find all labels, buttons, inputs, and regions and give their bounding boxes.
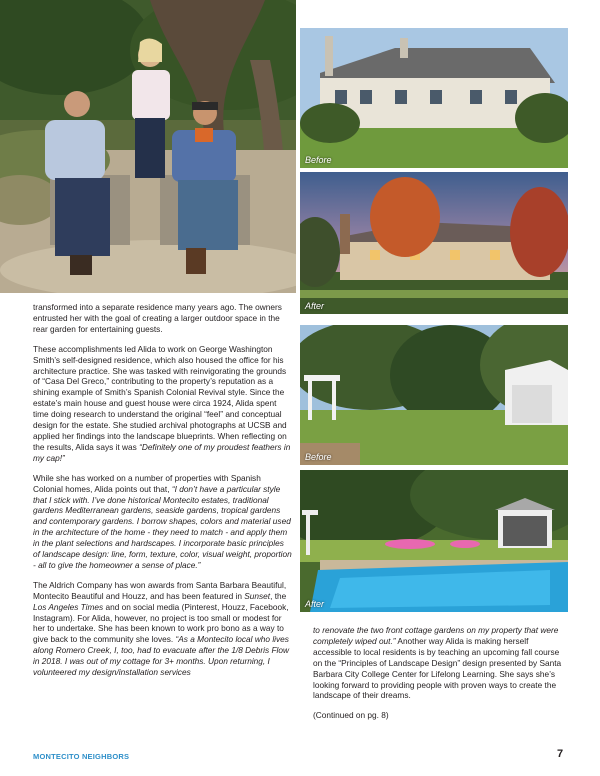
quote: “As a Montecito local who lives along Romero Creek, I, too, had to evacuate after the 1/8 Debris Flow in 2018. I was out of my cottage for 3+ months. Upon returning, I volunteered my design/installation services	[33, 634, 289, 678]
continued-note: (Continued on pg. 8)	[313, 710, 389, 721]
garden-before-photo	[300, 325, 568, 465]
paragraph: The Aldrich Company has won awards from Santa Barbara Beautiful, Montecito Beautiful and Houzz, and has been featured in Sunset, the Los Angeles Times and on social media (Pinterest, Houzz, Facebook, Instagram). For Alida, however, no project is too small or modest for her to undertake. She has been known to work pro bono as a way to give back to the community she loves. “As a Montecito local who lives along Romero Creek, I, too, had to evacuate after the 1/8 Debris Flow in 2018. I was out of my cottage for 3+ months. Upon returning, I volunteered my design/installation services	[33, 579, 289, 678]
house-after-photo	[300, 172, 568, 314]
portrait-photo	[0, 0, 296, 293]
paragraph: These accomplishments led Alida to work on George Washington Smith’s self-designed residence, which also housed the office for his architecture practice. She was tasked with reinvigorating the grounds of “Casa Del Greco,” contributing to the property’s reputation as a shining example of Smith’s Spanish Colonial Revival style. Since the estate’s main house and guest house were circa 1924, Alida spent time doing research to understand the original “feel” and conceptual design for the estate. She studied archival photographs at UCSB and applied her findings into the landscape blueprints. When reflecting on the results, Alida says it was “Definitely one of my proudest feathers in my cap!”	[33, 343, 291, 463]
paragraph: While she has worked on a number of properties with Spanish Colonial homes, Alida points out that, “I don’t have a particular style that I stick with. I’ve done historical Montecito estates, traditional gardens Mediterranean gardens, seaside gardens, tropical gardens and contemporary gardens. I borrow shapes, colors and material used in the architecture of the home - they need to match - and apply them in the plant selections and hardscapes. I incorporate basic principles of landscape design: line, form, texture, color, visual weight, proportion - all to give the homeowner a sense of place.”	[33, 472, 292, 570]
quote: “I don’t have a particular style that I stick with. I’ve done historical Montecito estates, traditional gardens Mediterranean gardens, seaside gardens, tropical gardens and contemporary gardens. I borrow shapes, colors and material used in the architecture of the home - they need to match - and apply them in the plant selections and hardscapes. I incorporate basic principles of landscape design: line, form, texture, color, visual weight, proportion - all to give the homeowner a sense of place.”	[33, 483, 292, 570]
caption-before: Before	[305, 452, 332, 462]
caption-after: After	[305, 301, 325, 311]
left-column	[33, 302, 292, 687]
quote: “Definitely one of my proudest feathers in my cap!”	[33, 441, 291, 463]
paragraph: transformed into a separate residence many years ago. The owners entrusted her with the goal of creating a larger outdoor space in the rear garden for entertaining guests.	[33, 302, 282, 334]
pool-after-photo	[300, 470, 568, 612]
quote: to renovate the two front cottage gardens on my property that were completely wiped out.”	[313, 625, 559, 646]
house-before-photo	[300, 28, 568, 168]
paragraph: to renovate the two front cottage gardens on my property that were completely wiped out.” Another way Alida is making herself accessible to local residents is by teaching an upcoming fall course on the “Principles of Landscape Design” design presented by Santa Barbara City College Center for Lifelong Learning. She says she’s looking forward to providing people with proven ways to create the landscape of their dreams.	[313, 625, 562, 701]
right-column	[313, 625, 569, 730]
publication-name: MONTECITO NEIGHBORS	[33, 752, 130, 761]
caption-after: After	[305, 599, 325, 609]
caption-before: Before	[305, 155, 332, 165]
page-number: 7	[557, 748, 564, 760]
